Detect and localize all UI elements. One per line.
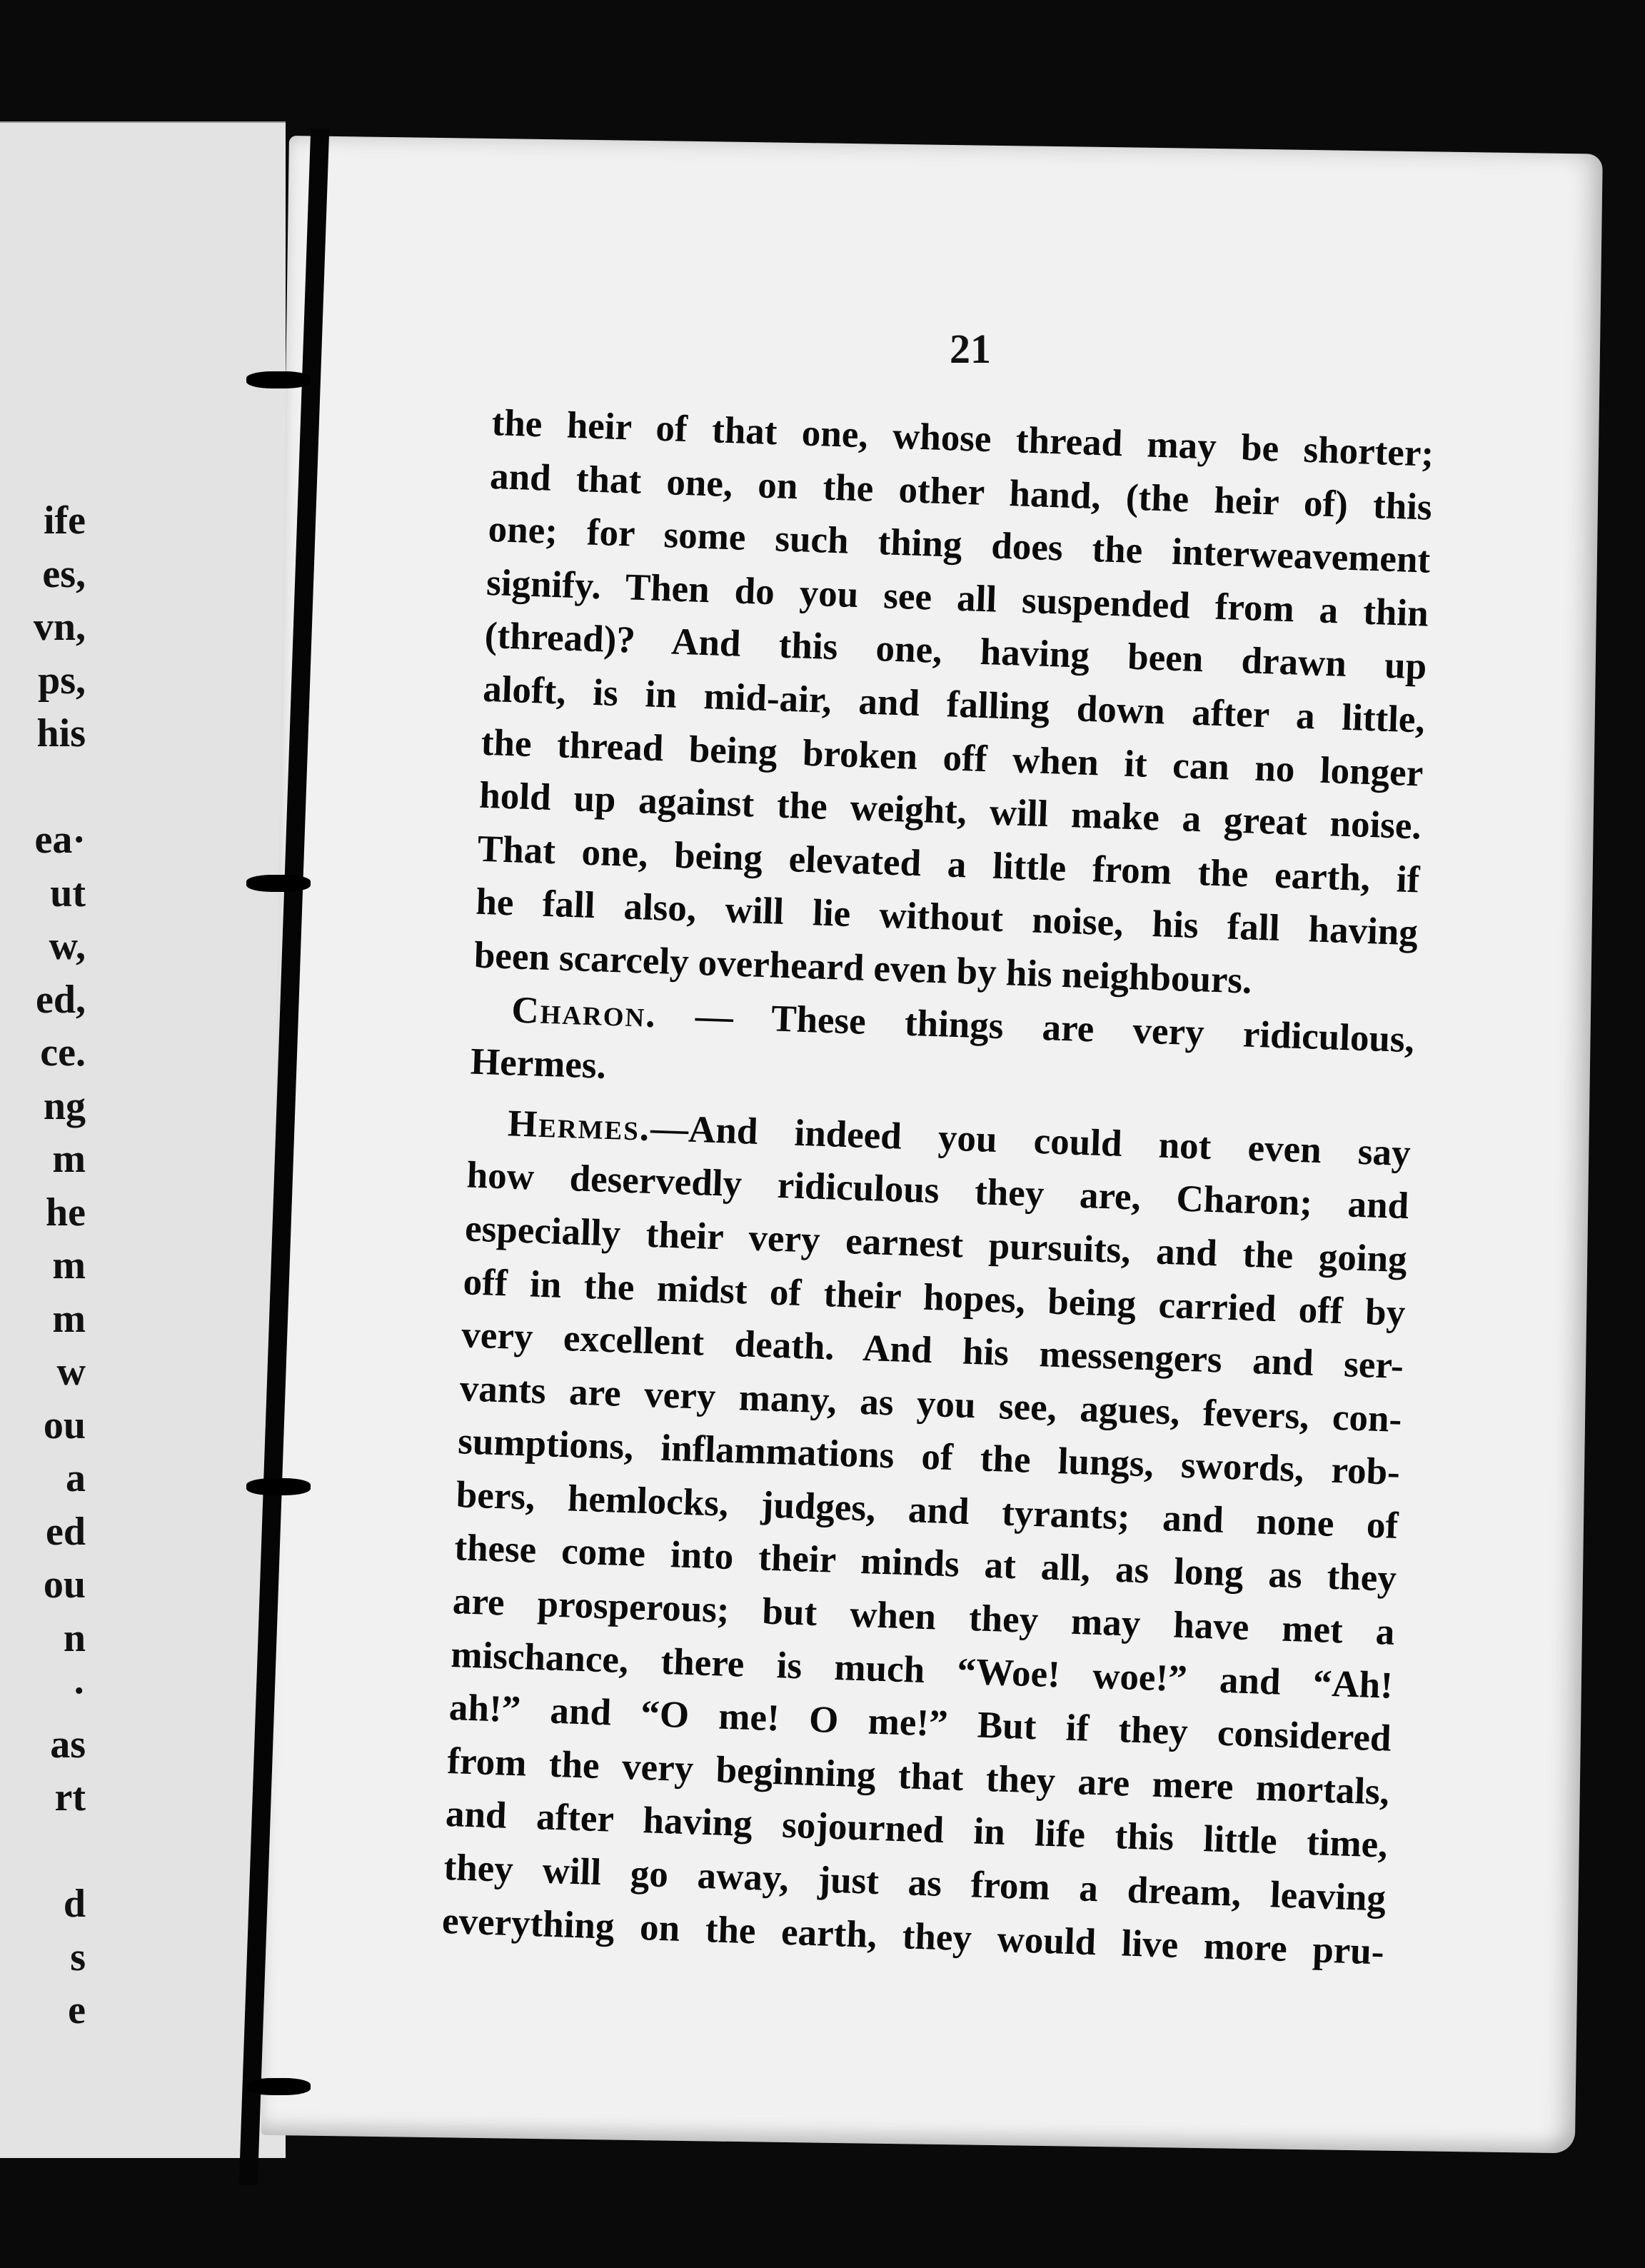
speaker-name: Charon. xyxy=(510,988,658,1035)
binding-stitch xyxy=(246,875,311,892)
text-line: especially their very earnest pursuits, and the going xyxy=(464,1208,1408,1281)
left-fragment: ea· xyxy=(34,818,86,862)
left-fragment: ife xyxy=(43,498,86,543)
text-line: mischance, there is much “Woe! woe!” and “Ah! xyxy=(450,1633,1394,1707)
text-line: the heir of that one, whose thread may be shorter; xyxy=(491,401,1435,475)
left-fragment: m xyxy=(52,1137,86,1181)
text-line: very excellent death. And his messengers and ser- xyxy=(461,1314,1404,1388)
text-line: off in the midst of their hopes, being carried off by xyxy=(462,1260,1407,1334)
left-fragment: · xyxy=(72,1669,86,1713)
speech-text: —And indeed you could not even say xyxy=(650,1107,1412,1174)
text-line: bers, hemlocks, judges, and tyrants; and none of xyxy=(456,1474,1399,1547)
body-text xyxy=(441,396,1434,1979)
left-fragment: ut xyxy=(50,870,86,915)
left-fragment: his xyxy=(36,711,86,756)
paragraph-continuation xyxy=(473,396,1434,1013)
text-line: everything on the earth, they would live more pru- xyxy=(441,1900,1385,1973)
text-line: and that one, on the other hand, (the heir of) this xyxy=(489,455,1433,528)
text-line: are prosperous; but when they may have met a xyxy=(452,1580,1396,1653)
left-fragment: rt xyxy=(54,1775,86,1820)
left-fragment: he xyxy=(46,1190,86,1235)
left-fragment: vn, xyxy=(33,605,86,649)
binding-stitch xyxy=(246,371,311,388)
hermes-paragraph xyxy=(441,1095,1412,1979)
left-fragment: w xyxy=(56,1350,86,1394)
text-line: these come into their minds at all, as long as they xyxy=(453,1527,1397,1600)
left-fragment: e xyxy=(68,1988,86,2032)
left-fragment: a xyxy=(66,1456,86,1500)
left-fragment: ou xyxy=(43,1403,86,1447)
text-line: hold up against the weight, will make a great noise. xyxy=(478,774,1422,848)
left-fragment: ps, xyxy=(38,658,86,703)
left-fragment: es, xyxy=(42,551,86,596)
text-line: and after having sojourned in life this little time, xyxy=(445,1793,1389,1867)
left-fragment xyxy=(0,1825,86,1878)
left-fragment: ng xyxy=(43,1083,86,1128)
text-line: sumptions, inflammations of the lungs, swords, rob- xyxy=(457,1420,1401,1494)
left-page-text-fragments xyxy=(0,494,86,2037)
speech-text: — These things are very ridiculous, xyxy=(655,993,1415,1060)
page-number: 21 xyxy=(950,326,991,372)
binding-stitch xyxy=(246,1478,311,1495)
left-fragment: ed, xyxy=(36,977,86,1022)
left-fragment: as xyxy=(50,1722,86,1767)
left-fragment: ou xyxy=(43,1562,86,1607)
text-line: one; for some such thing does the interweavement xyxy=(487,508,1432,581)
binding-stitch xyxy=(246,2078,311,2095)
text-line: Hermes. xyxy=(470,1040,607,1087)
text-line: they will go away, just as from a dream, leaving xyxy=(443,1846,1387,1920)
left-fragment xyxy=(0,761,86,814)
text-line: That one, being elevated a little from the earth, if xyxy=(477,828,1421,901)
text-line: (thread)? And this one, having been drawn up xyxy=(483,615,1428,688)
left-fragment: m xyxy=(52,1243,86,1288)
left-fragment: ce. xyxy=(40,1030,86,1075)
text-line: the thread being broken off when it can no longer xyxy=(480,721,1424,795)
left-page xyxy=(0,121,286,2158)
text-line: signify. Then do you see all suspended from a thin xyxy=(486,561,1429,635)
text-line: from the very beginning that they are mere mortals, xyxy=(446,1740,1390,1813)
speaker-name: Hermes. xyxy=(507,1102,652,1149)
left-fragment: ed xyxy=(46,1509,86,1554)
left-fragment: d xyxy=(63,1882,86,1926)
left-fragment: s xyxy=(70,1935,86,1980)
left-fragment: n xyxy=(63,1615,86,1660)
text-line: been scarcely overheard even by his neighbours. xyxy=(473,934,1253,1002)
text-line: aloft, is in mid-air, and falling down after a little, xyxy=(482,668,1426,741)
text-line: how deservedly ridiculous they are, Charon; and xyxy=(466,1154,1410,1228)
left-fragment: m xyxy=(52,1296,86,1341)
text-line: ah!” and “O me! O me!” But if they considered xyxy=(448,1687,1392,1760)
text-line: vants are very many, as you see, agues, fevers, con- xyxy=(458,1367,1403,1440)
left-fragment: w, xyxy=(49,924,86,968)
text-line: he fall also, will lie without noise, his fall having xyxy=(475,880,1419,954)
